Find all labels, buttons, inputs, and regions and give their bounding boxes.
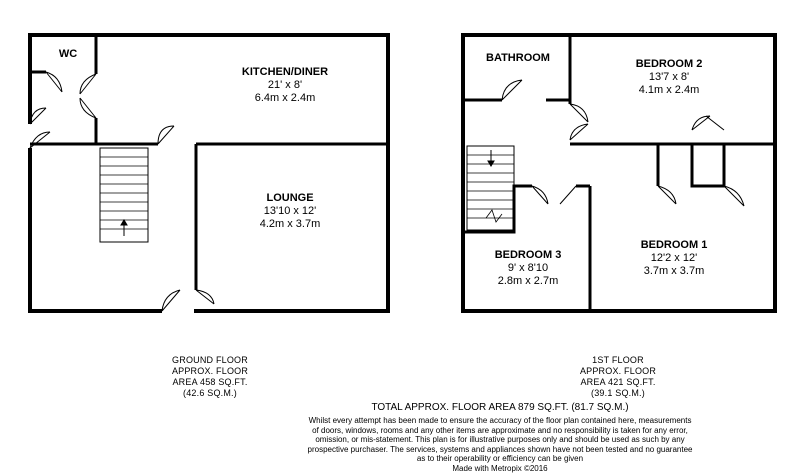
- room-size-imperial: 21' x 8': [267, 79, 303, 91]
- metropix-credit: Made with Metropix ©2016: [452, 463, 548, 473]
- first-floor-area-caption: [558, 355, 678, 399]
- door-swing: [532, 186, 548, 204]
- door-swing: [658, 186, 676, 204]
- caption-line: (39.1 SQ.M.): [591, 388, 645, 398]
- room-wc: [48, 48, 88, 61]
- room-bedroom-3: [478, 249, 578, 288]
- room-name: BATHROOM: [486, 52, 550, 64]
- door-swing: [692, 116, 710, 130]
- ground-doors: [30, 72, 214, 311]
- room-size-metric: 2.8m x 2.7m: [497, 275, 559, 287]
- room-name: WC: [58, 48, 78, 60]
- room-lounge: [230, 192, 350, 231]
- disclaimer-line: prospective purchaser. The services, systems and appliances shown have not been tested and no guarantee: [307, 444, 693, 454]
- door-swing: [30, 132, 50, 148]
- disclaimer: [280, 416, 720, 473]
- disclaimer-line: omission, or mis-statement. This plan is for illustrative purposes only and should be used as such by any: [315, 435, 685, 444]
- ground-stair-treads: [100, 157, 148, 229]
- bathroom-wall: [463, 35, 570, 100]
- room-name: BEDROOM 3: [494, 249, 562, 261]
- ground-floor-area-caption: [150, 355, 270, 399]
- room-kitchen-diner: [210, 66, 360, 105]
- caption-line: (42.6 SQ.M.): [183, 388, 237, 398]
- room-size-metric: 3.7m x 3.7m: [643, 265, 705, 277]
- door-swing: [570, 124, 588, 140]
- room-size-imperial: 13'7 x 8': [648, 71, 690, 83]
- door-swing: [80, 98, 96, 118]
- door-swing: [560, 186, 576, 204]
- room-name: BEDROOM 2: [635, 58, 703, 70]
- door-swing: [706, 116, 724, 130]
- room-bathroom: [476, 52, 560, 65]
- door-swing: [196, 290, 214, 304]
- door-swing: [80, 74, 96, 94]
- room-size-imperial: 9' x 8'10: [507, 262, 549, 274]
- room-bedroom-1: [614, 239, 734, 278]
- room-name: KITCHEN/DINER: [241, 66, 329, 78]
- stair-up-arrow-icon: [121, 220, 127, 236]
- room-size-imperial: 12'2 x 12': [650, 252, 698, 264]
- caption-line: AREA 421 SQ.FT.: [580, 377, 656, 387]
- caption-line: APPROX. FLOOR: [171, 366, 249, 376]
- room-bedroom-2: [614, 58, 724, 97]
- door-swing: [158, 126, 174, 144]
- caption-line: AREA 458 SQ.FT.: [172, 377, 248, 387]
- door-swing: [502, 80, 522, 100]
- front-door-swing: [162, 290, 180, 311]
- caption-line: 1ST FLOOR: [592, 355, 644, 365]
- room-size-metric: 4.1m x 2.4m: [638, 84, 700, 96]
- caption-line: GROUND FLOOR: [172, 355, 248, 365]
- room-size-metric: 6.4m x 2.4m: [254, 92, 316, 104]
- door-swing: [570, 104, 588, 122]
- room-size-imperial: 13'10 x 12': [263, 205, 317, 217]
- room-name: BEDROOM 1: [640, 239, 708, 251]
- total-floor-area: TOTAL APPROX. FLOOR AREA 879 SQ.FT. (81.7 SQ.M.): [371, 402, 629, 413]
- room-size-metric: 4.2m x 3.7m: [259, 218, 321, 230]
- disclaimer-line: as to their operability or efficiency can be given: [416, 454, 584, 463]
- door-swing: [46, 72, 62, 92]
- door-swing: [30, 108, 46, 124]
- room-name: LOUNGE: [266, 192, 314, 204]
- disclaimer-line: of doors, windows, rooms and any other items are approximate and no responsibility is taken for any error,: [312, 425, 688, 435]
- wardrobe-wall: [658, 144, 724, 186]
- caption-line: APPROX. FLOOR: [579, 366, 657, 376]
- door-swing: [724, 186, 744, 206]
- disclaimer-line: Whilst every attempt has been made to ensure the accuracy of the floor plan contained here, measurements: [308, 416, 692, 425]
